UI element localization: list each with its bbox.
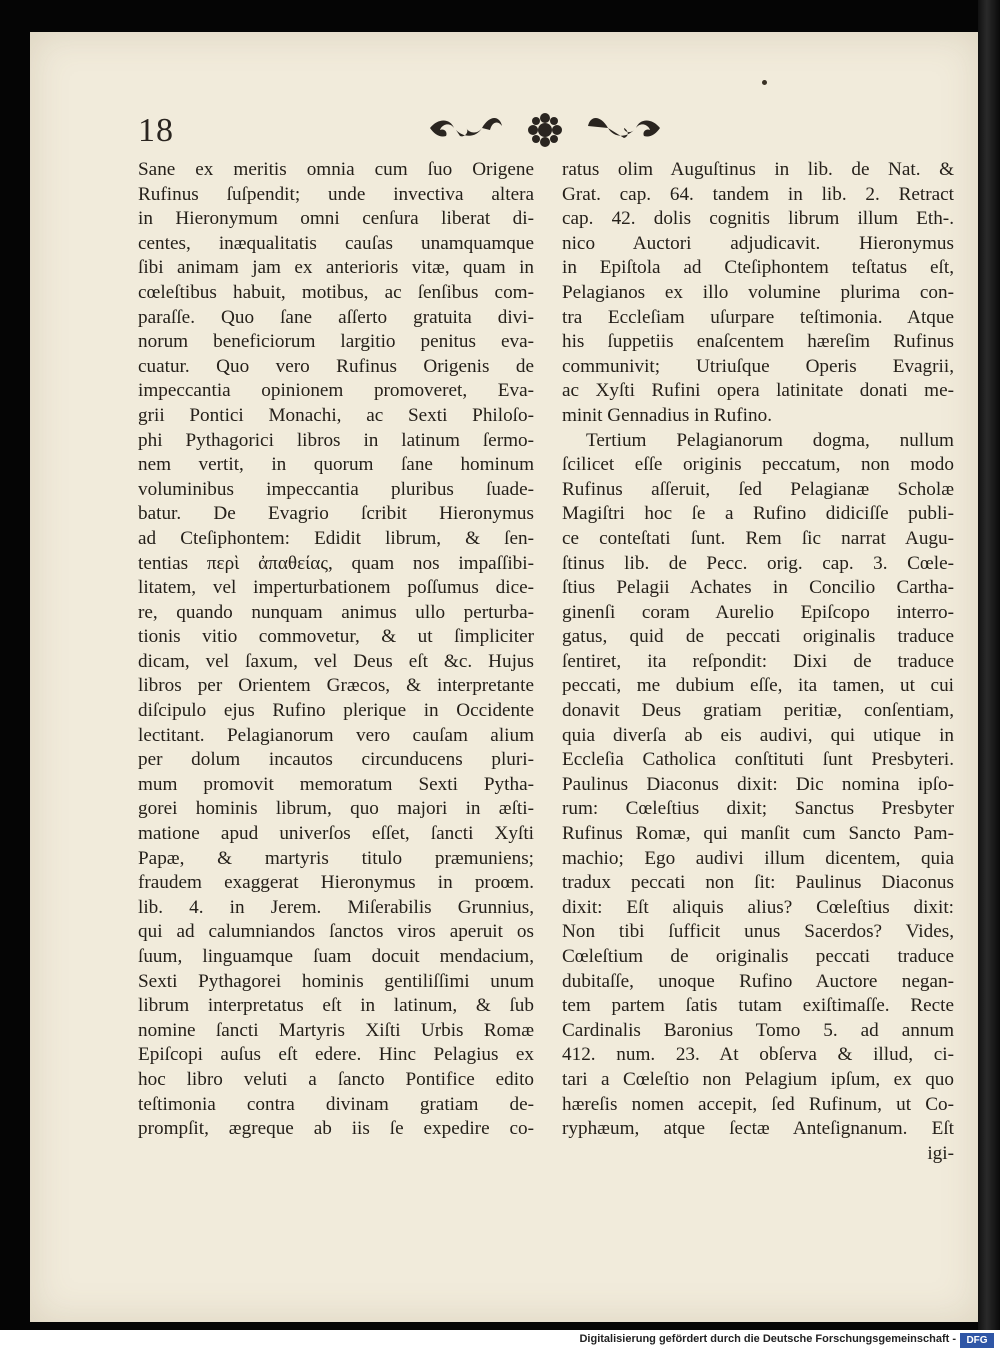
text-line: per dolum incautos circunducens pluri- <box>138 749 534 771</box>
text-line: lib. 4. in Jerem. Miſerabilis Grunnius, <box>138 896 534 918</box>
text-line: tentias περὶ ἀπαθείας, quam nos impaſſibi- <box>138 552 534 574</box>
text-line: in Epiſtola ad Cteſiphontem teſtatus eſt, <box>562 257 954 279</box>
ink-speck <box>762 80 767 85</box>
text-line: paraſſe. Quo ſane aſſerto gratuita divi- <box>138 306 534 328</box>
text-line: ad Cteſiphontem: Edidit librum, & ſen- <box>138 527 534 549</box>
header-ornament-icon <box>420 108 670 152</box>
text-line: dixit: Eſt aliquis alius? Cœleſtius dixit: <box>562 896 954 918</box>
text-line: Sexti Pythagorei hominis gentiliſſimi unum <box>138 970 534 992</box>
right-text-column <box>562 158 954 1166</box>
text-line: Rufinus aſſeruit, ſed Pelagianæ Scholæ <box>562 478 954 500</box>
text-line: Paulinus Diaconus dixit: Dic nomina ipſo- <box>562 773 954 795</box>
text-line: cap. 42. dolis cognitis librum illum Eth-. <box>562 208 954 230</box>
text-line: rum: Cœleſtius dixit; Sanctus Presbyter <box>562 798 954 820</box>
text-line: Non tibi ſufficit unus Sacerdos? Vides, <box>562 921 954 943</box>
text-line: ſtinus lib. de Pecc. orig. cap. 3. Cœle- <box>562 552 954 574</box>
text-line: dubitaſſe, unoque Rufino Auctore negan- <box>562 970 954 992</box>
text-line: centes, inæqualitatis cauſas unamquamque <box>138 232 534 254</box>
text-line: re, quando nunquam animus ullo perturba- <box>138 601 534 623</box>
text-line: diſcipulo ejus Rufino plerique in Occidente <box>138 700 534 722</box>
text-line: Papæ, & martyris titulo præmuniens; <box>138 847 534 869</box>
text-line: ac Xyſti Rufini opera latinitate donati me- <box>562 380 954 402</box>
text-line: peccati, me dubium eſſe, ita tamen, ut cui <box>562 675 954 697</box>
text-line: cuatur. Quo vero Rufinus Origenis de <box>138 355 534 377</box>
text-line: ſentiret, ita reſpondit: Dixi de traduce <box>562 650 954 672</box>
text-line: fraudem exaggerat Hieronymus in proœm. <box>138 872 534 894</box>
text-line: Epiſcopi auſus eſt edere. Hinc Pelagius ex <box>138 1044 534 1066</box>
text-line: prompſit, ægreque ab iis ſe expedire co- <box>138 1118 534 1140</box>
text-line: his ſuppetiis enaſcentem hæreſim Rufinus <box>562 331 954 353</box>
text-line: Rufinus ſuſpendit; unde invectiva altera <box>138 183 534 205</box>
text-line: Rufinus Romæ, qui manſit cum Sancto Pam- <box>562 823 954 845</box>
text-line: quia diverſa ab eis audivi, qui utique in <box>562 724 954 746</box>
text-line: minit Gennadius in Rufino. <box>562 404 772 426</box>
text-line: ginenſi coram Aurelio Epiſcopo interro- <box>562 601 954 623</box>
text-line: Pelagianos ex illo volumine plurima con- <box>562 281 954 303</box>
text-line: tra Eccleſiam uſurpare teſtimonia. Atque <box>562 306 954 328</box>
text-line: Sane ex meritis omnia cum ſuo Origene <box>138 159 534 180</box>
text-line: Magiſtri hoc ſe a Rufino didiciſſe publi- <box>562 503 954 525</box>
text-line: ſtius Pelagii Achates in Concilio Cartha- <box>562 577 954 599</box>
text-line: Cœleſtium de originalis peccati traduce <box>562 946 954 967</box>
text-line: ryphæum, atque ſectæ Anteſignanum. Eſt <box>562 1118 954 1140</box>
text-line: Grat. cap. 64. tandem in lib. 2. Retract <box>562 183 954 205</box>
text-line: communivit; Utriuſque Operis Evagrii, <box>562 355 954 377</box>
text-line: ſuum, linguamque ſuam docuit mendacium, <box>138 946 534 967</box>
footer-credit: Digitalisierung gefördert durch die Deutsche Forschungsgemeinschaft - <box>579 1333 956 1345</box>
text-line: Eccleſia Catholica conſtituti ſunt Presbyteri. <box>562 749 954 771</box>
text-line: gorei hominis librum, quo majori in æſti- <box>138 798 534 820</box>
text-line: qui ad calumniandos ſanctos viros aperuit os <box>138 921 534 943</box>
text-line: nomine ſancti Martyris Xiſti Urbis Romæ <box>138 1019 534 1041</box>
text-line: litatem, vel imperturbationem poſſumus dice- <box>138 577 534 599</box>
text-line: Cardinalis Baronius Tomo 5. ad annum <box>562 1019 954 1041</box>
text-line: gatus, quid de peccati originalis traduce <box>562 626 954 648</box>
text-line: ſibi animam jam ex anterioris vitæ, quam in <box>138 257 534 279</box>
book-edge <box>978 0 1000 1330</box>
text-line: grii Pontici Monachi, ac Sexti Philoſo- <box>138 404 534 426</box>
text-line: cœleſtibus habuit, motibus, ac ſenſibus com- <box>138 281 534 303</box>
text-line: libros per Orientem Græcos, & interpretante <box>138 675 534 697</box>
left-text-column <box>138 158 534 1142</box>
text-line: batur. De Evagrio ſcribit Hieronymus <box>138 503 534 525</box>
text-line: voluminibus impeccantia pluribus ſuade- <box>138 478 534 500</box>
text-line: impeccantia opinionem promoveret, Eva- <box>138 380 534 402</box>
page-number: 18 <box>138 112 174 149</box>
text-line: norum beneficiorum largitio penitus eva- <box>138 331 534 353</box>
text-line: tionis vitio commovetur, & ut ſimpliciter <box>138 626 534 648</box>
text-line: Tertium Pelagianorum dogma, nullum <box>586 429 954 451</box>
text-line: matione apud univerſos eſſet, ſancti Xyſti <box>138 823 534 845</box>
text-line: donavit Deus gratiam peritiæ, conſentiam, <box>562 700 954 722</box>
text-line: tradux peccati non ſit: Paulinus Diaconus <box>562 872 954 894</box>
text-line: ſcilicet eſſe originis peccatum, non modo <box>562 454 954 476</box>
text-line: hæreſis nomen accepit, ſed Rufinum, ut Co- <box>562 1093 954 1115</box>
text-line: dicam, vel ſaxum, vel Deus eſt &c. Hujus <box>138 650 534 672</box>
text-line: tari a Cœleſtio non Pelagium ipſum, ex quo <box>562 1068 954 1090</box>
footer-bar <box>0 1330 1000 1352</box>
text-line: nico Auctori adjudicavit. Hieronymus <box>562 232 954 254</box>
text-line: in Hieronymum omni cenſura liberat di- <box>138 208 534 230</box>
catchword: igi- <box>927 1142 954 1164</box>
text-line: teſtimonia contra divinam gratiam de- <box>138 1093 534 1115</box>
text-line: machio; Ego audivi illum dicentem, quia <box>562 847 954 869</box>
text-line: librum interpretatus eſt in latinum, & ſub <box>138 995 534 1017</box>
dfg-logo-icon: DFG <box>960 1333 994 1348</box>
text-line: hoc libro veluti a ſancto Pontifice edito <box>138 1068 534 1090</box>
text-line: mum promovit memoratum Sexti Pytha- <box>138 773 534 795</box>
text-line: lectitant. Pelagianorum vero cauſam alium <box>138 724 534 746</box>
text-line: ce conteſtati ſunt. Rem ſic narrat Augu- <box>562 527 954 549</box>
text-line: 412. num. 23. At obſerva & illud, ci- <box>562 1044 954 1066</box>
text-line: tem partem ſatis tutam exiſtimaſſe. Recte <box>562 995 954 1017</box>
text-line: phi Pythagorici libros in latinum ſermo- <box>138 429 534 451</box>
text-line: ratus olim Auguſtinus in lib. de Nat. & <box>562 159 954 180</box>
text-line: nem vertit, in quorum ſane hominum <box>138 454 534 476</box>
